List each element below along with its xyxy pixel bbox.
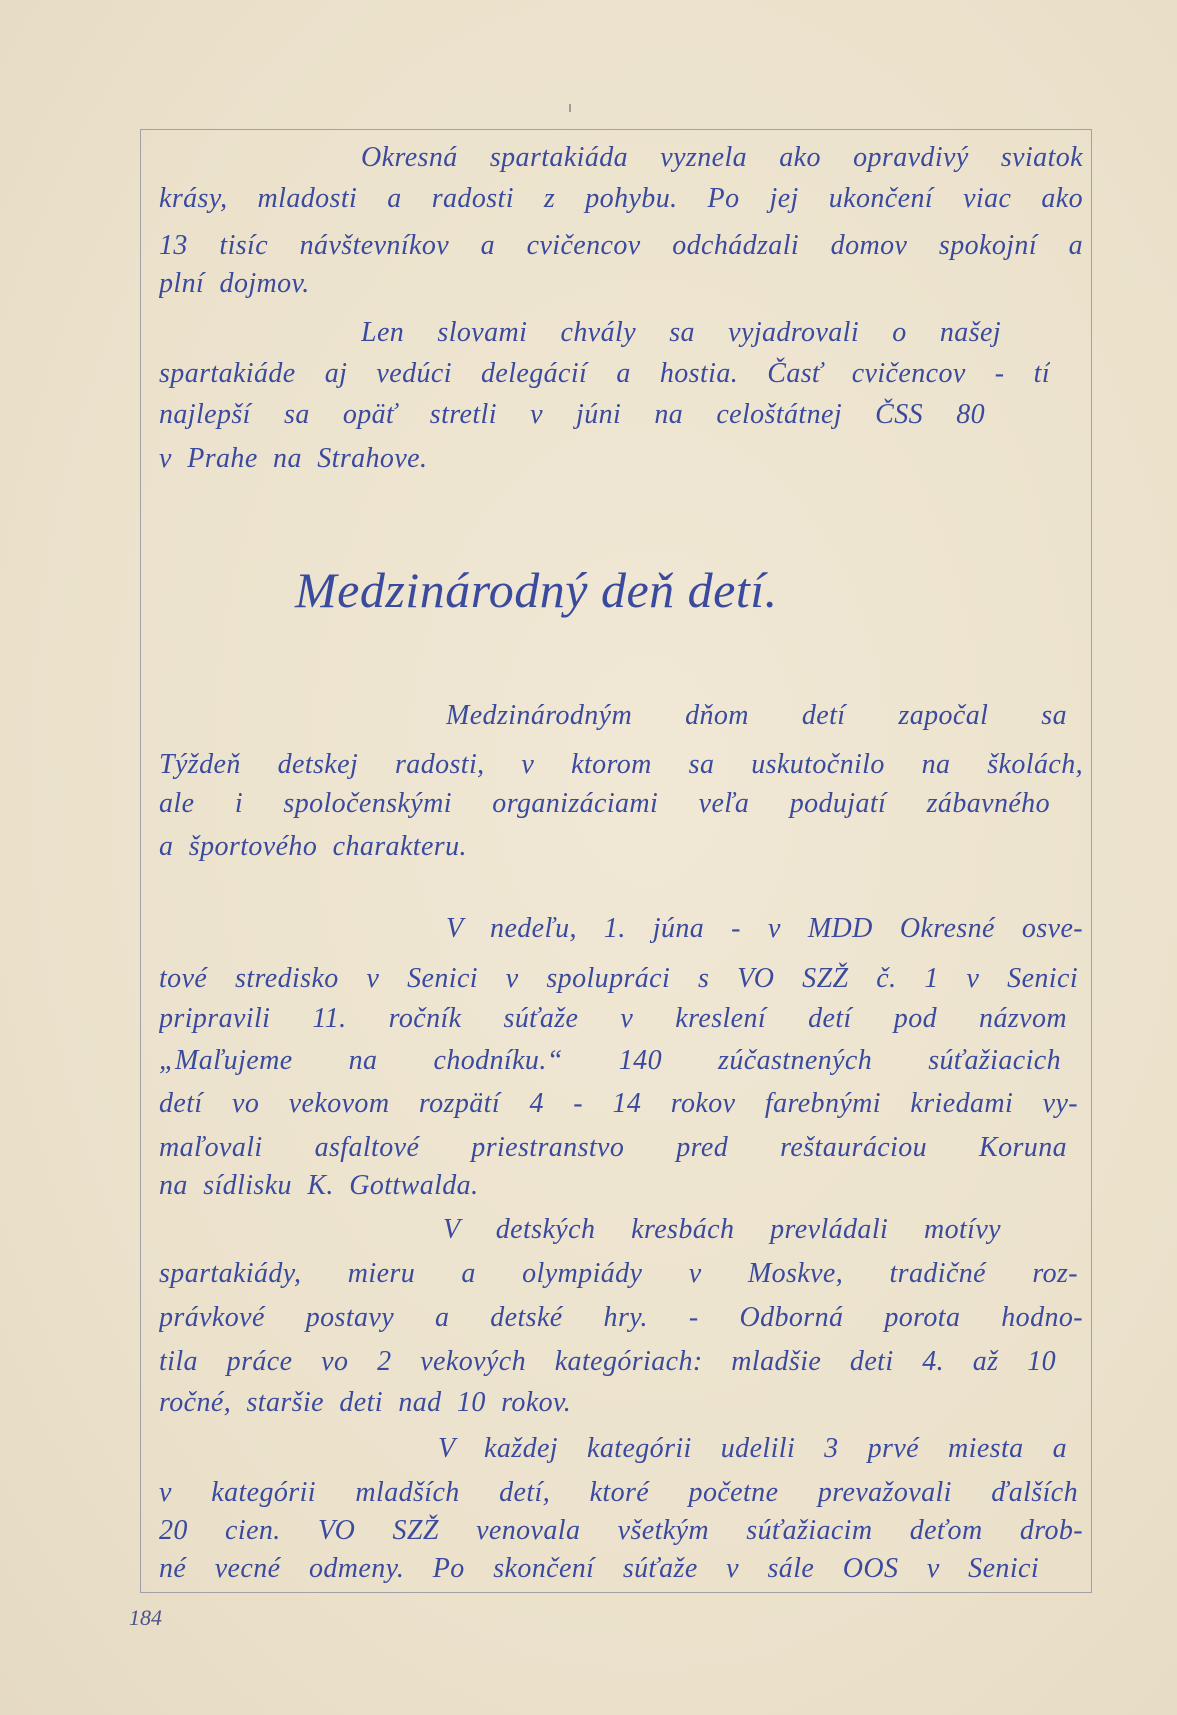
text-line: Medzinárodným dňom detí započal sa <box>446 700 1067 731</box>
text-line: Okresná spartakiáda vyznela ako opravdivý sviatok <box>361 142 1083 173</box>
margin-tick-mark <box>569 104 571 112</box>
text-line: spartakiáde aj vedúci delegácií a hostia. Časť cvičencov - tí <box>159 358 1050 389</box>
text-line: tila práce vo 2 vekových kategóriach: mladšie deti 4. až 10 <box>159 1346 1056 1377</box>
section-title: Medzinárodný deň detí. <box>295 562 778 618</box>
text-line: najlepší sa opäť stretli v júni na celoštátnej ČSS 80 <box>159 399 985 430</box>
text-line: právkové postavy a detské hry. - Odborná porota hodno- <box>159 1302 1083 1333</box>
text-line: tové stredisko v Senici v spolupráci s VO SZŽ č. 1 v Senici <box>159 963 1078 994</box>
page-number: 184 <box>129 1605 162 1630</box>
text-line: maľovali asfaltové priestranstvo pred reštauráciou Koruna <box>159 1132 1067 1163</box>
text-line: „Maľujeme na chodníku.“ 140 zúčastnených súťažiacich <box>159 1045 1061 1076</box>
text-line: Týždeň detskej radosti, v ktorom sa uskutočnilo na školách, <box>159 749 1083 780</box>
text-line: v Prahe na Strahove. <box>159 443 428 474</box>
text-line: v kategórii mladších detí, ktoré početne prevažovali ďalších <box>159 1477 1078 1508</box>
text-line: detí vo vekovom rozpätí 4 - 14 rokov farebnými kriedami vy- <box>159 1088 1078 1119</box>
text-line: né vecné odmeny. Po skončení súťaže v sále OOS v Senici <box>159 1553 1039 1584</box>
text-line: V nedeľu, 1. júna - v MDD Okresné osve- <box>446 913 1083 944</box>
text-line: na sídlisku K. Gottwalda. <box>159 1170 479 1201</box>
text-line: plní dojmov. <box>159 268 310 299</box>
text-line: pripravili 11. ročník súťaže v kreslení detí pod názvom <box>159 1003 1067 1034</box>
text-line: 13 tisíc návštevníkov a cvičencov odchádzali domov spokojní a <box>159 230 1083 261</box>
text-line: V každej kategórii udelili 3 prvé miesta a <box>438 1433 1067 1464</box>
text-line: spartakiády, mieru a olympiády v Moskve, tradičné roz- <box>159 1258 1078 1289</box>
text-line: V detských kresbách prevládali motívy <box>443 1214 1001 1245</box>
text-line: ročné, staršie deti nad 10 rokov. <box>159 1387 572 1418</box>
text-line: ale i spoločenskými organizáciami veľa podujatí zábavného <box>159 788 1050 819</box>
text-line: Len slovami chvály sa vyjadrovali o našej <box>361 317 1001 348</box>
text-line: krásy, mladosti a radosti z pohybu. Po jej ukončení viac ako <box>159 183 1083 214</box>
text-line: a športového charakteru. <box>159 831 467 862</box>
text-line: 20 cien. VO SZŽ venovala všetkým súťažiacim deťom drob- <box>159 1515 1083 1546</box>
